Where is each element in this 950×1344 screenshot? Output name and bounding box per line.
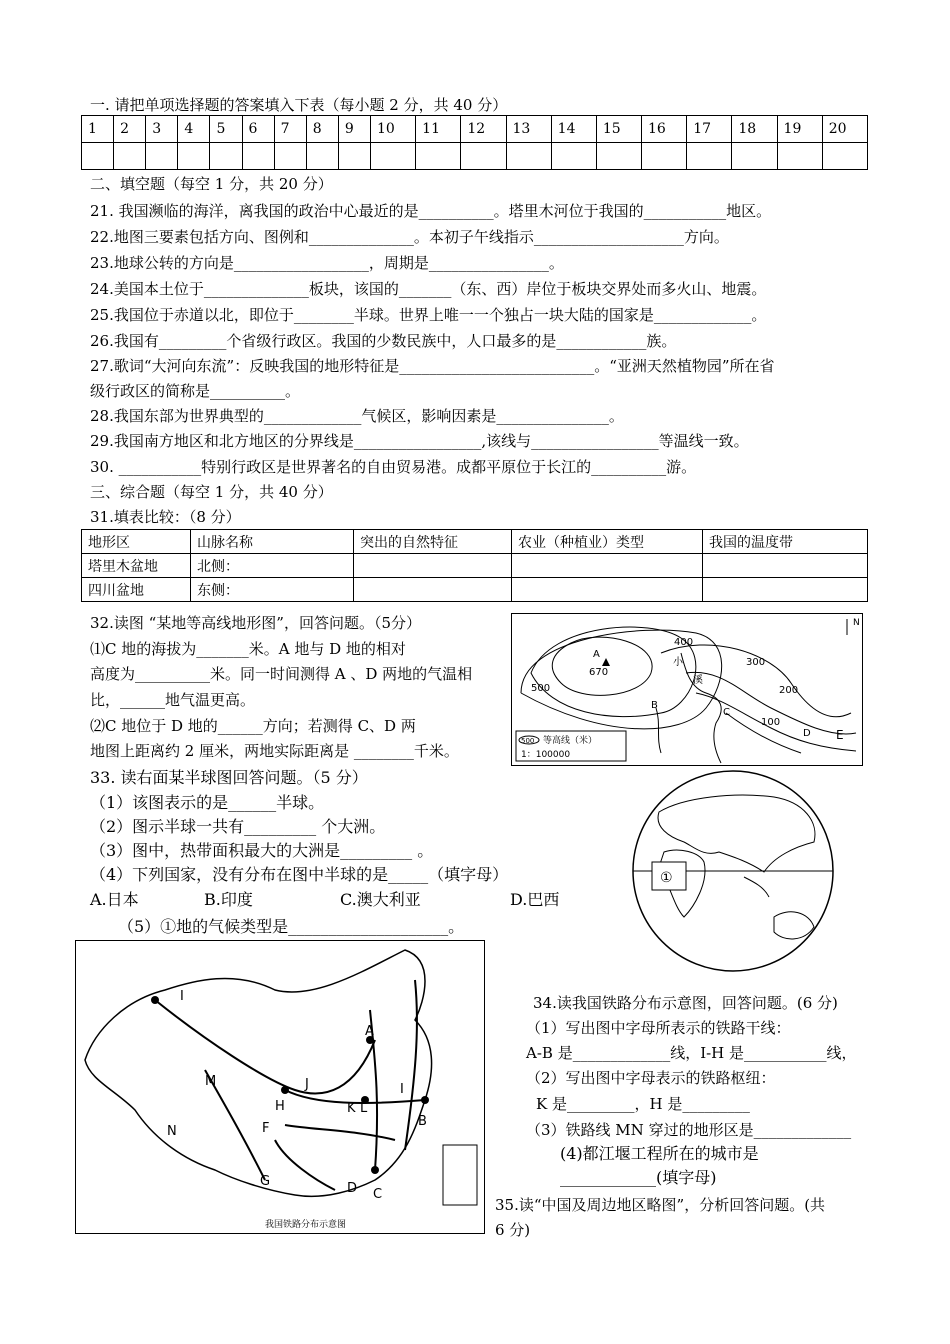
- question-35-line: 6 分): [495, 1221, 531, 1239]
- map-label: 300: [746, 657, 766, 668]
- question-32-line: ⑴C 地的海拔为_______米。A 地与 D 地的相对: [90, 640, 406, 658]
- map-label: 100: [761, 717, 781, 728]
- table-cell: [354, 578, 512, 602]
- map-label: C: [373, 1187, 383, 1202]
- railway-hub: [281, 1086, 289, 1094]
- question-33-line: （1）该图表示的是______半球。: [90, 793, 325, 812]
- answer-blank-cell[interactable]: [338, 143, 370, 170]
- answer-number-cell: 4: [178, 116, 210, 143]
- answer-number-cell: 18: [732, 116, 777, 143]
- table-cell: [703, 554, 868, 578]
- header-cell: 地形区: [82, 530, 191, 554]
- answer-blank-cell[interactable]: [178, 143, 210, 170]
- answer-number-cell: 2: [114, 116, 146, 143]
- answer-blank-cell[interactable]: [306, 143, 338, 170]
- comparison-table: [81, 529, 868, 602]
- question-34-line: ____________(填字母): [560, 1168, 717, 1187]
- question-24: 24.美国本土位于______________板块，该国的_______（东、西）岸位于板块交界处而多火山、地震。: [90, 280, 767, 298]
- marker-label: ①: [660, 870, 673, 886]
- map-label: B: [418, 1114, 427, 1129]
- section3-title: 三、综合题（每空 1 分，共 40 分）: [90, 483, 333, 501]
- table-cell: [512, 578, 703, 602]
- option-b: B.印度: [204, 890, 253, 909]
- question-35-line: 35.读“中国及周边地区略图”，分析回答问题。(共: [495, 1196, 826, 1214]
- question-34-line: K 是_________，H 是_________: [536, 1095, 750, 1113]
- answer-number-cell: 15: [596, 116, 641, 143]
- legend-scale: 1：100000: [521, 750, 571, 760]
- map-label: M: [205, 1074, 217, 1089]
- map-label: N: [167, 1124, 177, 1139]
- answer-number-cell: 12: [461, 116, 506, 143]
- answer-number-cell: 1: [82, 116, 114, 143]
- answer-blank-cell[interactable]: [370, 143, 415, 170]
- question-34-line: （2）写出图中字母表示的铁路枢纽：: [526, 1069, 776, 1087]
- map-label: E: [836, 728, 844, 742]
- answer-number-cell: 5: [210, 116, 242, 143]
- map-caption: 我国铁路分布示意图: [265, 1220, 347, 1230]
- question-34-title: 34.读我国铁路分布示意图，回答问题。(6 分): [533, 994, 838, 1012]
- map-label: 500: [531, 683, 551, 694]
- map-label: C: [723, 707, 730, 718]
- map-label: 200: [779, 685, 799, 696]
- answer-number-cell: 7: [274, 116, 306, 143]
- answer-blank-cell[interactable]: [732, 143, 777, 170]
- table-cell: [703, 578, 868, 602]
- railway-hub: [371, 1166, 379, 1174]
- question-34-line: （1）写出图中字母所表示的铁路干线：: [526, 1019, 791, 1037]
- map-label: D: [803, 728, 811, 739]
- question-29: 29.我国南方地区和北方地区的分界线是_________________,该线与_________________等温线一致。: [90, 432, 749, 450]
- answer-blank-cell[interactable]: [551, 143, 596, 170]
- section1-title: 一. 请把单项选择题的答案填入下表（每小题 2 分，共 40 分）: [90, 96, 508, 114]
- railway-map: [75, 940, 485, 1234]
- header-cell: 我国的温度带: [703, 530, 868, 554]
- question-27a: 27.歌词“大河向东流”：反映我国的地形特征是__________________________。“亚洲天然植物园”所在省: [90, 357, 775, 375]
- answer-blank-cell[interactable]: [242, 143, 274, 170]
- answer-number-cell: 13: [506, 116, 551, 143]
- railway-hub: [151, 996, 159, 1004]
- map-label: 小: [673, 657, 683, 668]
- question-32-line: 地图上距离约 2 厘米，两地实际距离是 ________千米。: [90, 742, 459, 760]
- question-34-line: A-B 是_____________线，I-H 是___________线，: [526, 1044, 857, 1062]
- option-d: D.巴西: [510, 890, 560, 909]
- map-frame: [76, 941, 485, 1234]
- question-25: 25.我国位于赤道以北，即位于________半球。世界上唯一一个独占一块大陆的国家是_____________。: [90, 306, 767, 324]
- answer-number-cell: 16: [642, 116, 687, 143]
- question-33-line: （3）图中，热带面积最大的大洲是_________ 。: [90, 841, 434, 860]
- answer-blank-cell[interactable]: [642, 143, 687, 170]
- question-23: 23.地球公转的方向是__________________，周期是________________。: [90, 254, 564, 272]
- table-cell: 塔里木盆地: [82, 554, 191, 578]
- answer-blank-cell[interactable]: [210, 143, 242, 170]
- question-33-line: （2）图示半球一共有_________ 个大洲。: [90, 817, 386, 836]
- railway-hub: [421, 1096, 429, 1104]
- question-27b: 级行政区的简称是__________。: [90, 382, 301, 400]
- question-31-title: 31.填表比较：（8 分）: [90, 508, 241, 526]
- header-cell: 山脉名称: [191, 530, 354, 554]
- answer-blank-cell[interactable]: [822, 143, 867, 170]
- table-cell: 北侧：: [191, 554, 354, 578]
- answer-number-cell: 19: [777, 116, 822, 143]
- answer-blank-cell[interactable]: [82, 143, 114, 170]
- question-28: 28.我国东部为世界典型的_____________气候区，影响因素是_______________。: [90, 407, 624, 425]
- question-22: 22.地图三要素包括方向、图例和______________。本初子午线指示____________________方向。: [90, 228, 729, 246]
- answer-number-cell: 20: [822, 116, 867, 143]
- question-21: 21. 我国濒临的海洋，离我国的政治中心最近的是__________。塔里木河位于我国的___________地区。: [90, 202, 772, 220]
- answer-number-cell: 9: [338, 116, 370, 143]
- question-26: 26.我国有_________个省级行政区。我国的少数民族中，人口最多的是____________族。: [90, 332, 677, 350]
- table-cell: 四川盆地: [82, 578, 191, 602]
- legend-text: 等高线（米）: [543, 736, 598, 746]
- answer-blank-cell[interactable]: [114, 143, 146, 170]
- map-label: G: [260, 1174, 271, 1189]
- table-cell: [354, 554, 512, 578]
- map-label: J: [305, 1077, 309, 1092]
- question-32-line: ⑵C 地位于 D 地的______方向；若测得 C、D 两: [90, 717, 416, 735]
- answer-number-cell: 14: [551, 116, 596, 143]
- header-cell: 农业（种植业）类型: [512, 530, 703, 554]
- answer-blank-cell[interactable]: [274, 143, 306, 170]
- legend-number: 500: [521, 737, 535, 745]
- question-34-line: （3）铁路线 MN 穿过的地形区是_____________: [526, 1121, 852, 1139]
- map-label: I: [400, 1082, 404, 1097]
- answer-number-cell: 8: [306, 116, 338, 143]
- answer-blank-cell[interactable]: [506, 143, 551, 170]
- map-label: 溪: [693, 675, 703, 686]
- map-label: I: [180, 989, 184, 1004]
- option-a: A.日本: [90, 890, 139, 909]
- map-label: H: [275, 1099, 285, 1114]
- question-32-title: 32.读图 “某地等高线地形图”，回答问题。（5分）: [90, 614, 422, 632]
- map-label: D: [347, 1181, 358, 1196]
- hemisphere-map: [624, 767, 842, 972]
- question-33-line: （4）下列国家，没有分布在图中半球的是_____（填字母）: [90, 865, 509, 884]
- question-32-line: 比，______地气温更高。: [90, 691, 256, 709]
- map-label: 400: [674, 637, 694, 648]
- answer-number-cell: 11: [416, 116, 461, 143]
- question-33-title: 33. 读右面某半球图回答问题。（5 分）: [90, 768, 368, 787]
- answer-number-cell: 10: [370, 116, 415, 143]
- map-label: F: [262, 1121, 270, 1136]
- question-30: 30. ___________特别行政区是世界著名的自由贸易港。成都平原位于长江的__________游。: [90, 458, 697, 476]
- map-label: 670: [589, 667, 609, 678]
- answer-blank-cell[interactable]: [461, 143, 506, 170]
- answer-table: [81, 115, 868, 170]
- table-cell: [512, 554, 703, 578]
- answer-number-cell: 6: [242, 116, 274, 143]
- answer-number-cell: 17: [687, 116, 732, 143]
- answer-blank-cell[interactable]: [416, 143, 461, 170]
- answer-number-cell: 3: [146, 116, 178, 143]
- table-cell: 东侧：: [191, 578, 354, 602]
- option-c: C.澳大利亚: [340, 890, 421, 909]
- answer-blank-cell[interactable]: [687, 143, 732, 170]
- contour-map: [511, 613, 863, 766]
- section2-title: 二、填空题（每空 1 分，共 20 分）: [90, 175, 333, 193]
- answer-blank-cell[interactable]: [777, 143, 822, 170]
- answer-blank-cell[interactable]: [146, 143, 178, 170]
- map-label: A: [365, 1024, 374, 1039]
- answer-blank-cell[interactable]: [596, 143, 641, 170]
- map-label: K: [347, 1101, 356, 1116]
- question-33-line: （5）①地的气候类型是____________________。: [118, 917, 465, 936]
- header-cell: 突出的自然特征: [354, 530, 512, 554]
- map-label: L: [360, 1101, 368, 1116]
- question-32-line: 高度为__________米。同一时间测得 A 、D 两地的气温相: [90, 665, 473, 683]
- map-label: A: [593, 649, 600, 660]
- question-34-line: (4)都江堰工程所在的城市是: [560, 1144, 759, 1163]
- north-label: N: [853, 618, 860, 628]
- map-label: B: [651, 700, 658, 711]
